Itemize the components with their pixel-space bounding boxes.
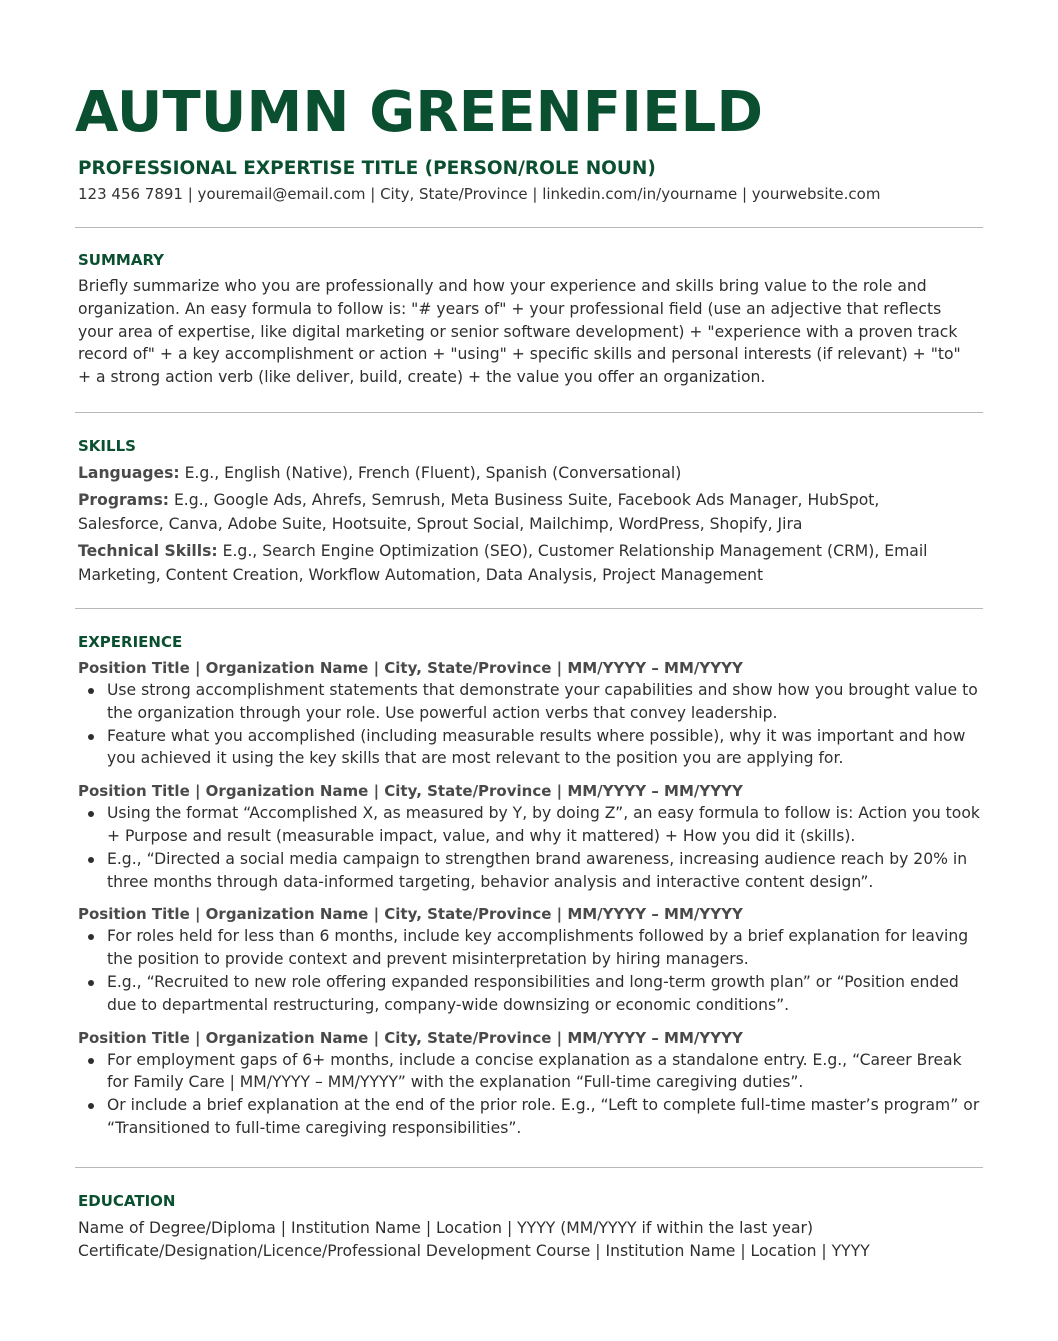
skill-line-programs bbox=[78, 488, 958, 536]
bullet-icon bbox=[88, 734, 94, 740]
section-heading-experience: EXPERIENCE bbox=[78, 633, 183, 651]
divider bbox=[75, 608, 983, 609]
skill-value: E.g., Google Ads, Ahrefs, Semrush, Meta Business Suite, Facebook Ads Manager, HubSpot, Salesforce, Canva, Adobe Suite, Hootsuite, Sprout Social, Mailchimp, WordPress, Shopify, Jira bbox=[78, 491, 880, 533]
bullet-item bbox=[78, 848, 983, 894]
skills-list bbox=[78, 461, 958, 587]
role-title: PROFESSIONAL EXPERTISE TITLE (PERSON/ROLE NOUN) bbox=[78, 158, 656, 179]
job-title-line: Position Title | Organization Name | City, State/Province | MM/YYYY – MM/YYYY bbox=[78, 1028, 743, 1047]
education-section bbox=[78, 1191, 978, 1263]
skill-value: E.g., English (Native), French (Fluent), Spanish (Conversational) bbox=[184, 464, 682, 482]
bullet-icon bbox=[88, 1058, 94, 1064]
section-heading-skills: SKILLS bbox=[78, 437, 136, 455]
bullet-text: Or include a brief explanation at the end of the prior role. E.g., “Left to complete full-time master’s program” or “Transitioned to full-time caregiving responsibilities”. bbox=[107, 1096, 980, 1137]
skills-section bbox=[78, 436, 978, 590]
bullet-item bbox=[78, 971, 983, 1017]
bullet-item bbox=[78, 925, 983, 971]
skill-line-languages bbox=[78, 461, 958, 485]
bullet-icon bbox=[88, 811, 94, 817]
skill-label: Programs: bbox=[78, 491, 169, 509]
bullet-text: E.g., “Recruited to new role offering expanded responsibilities and long-term growth plan” or “Position ended due to departmental restructuring, company-wide downsizing or economic conditions”. bbox=[107, 972, 959, 1014]
education-entry: Name of Degree/Diploma | Institution Name | Location | YYYY (MM/YYYY if within the last year) bbox=[78, 1219, 814, 1237]
candidate-name: AUTUMN GREENFIELD bbox=[75, 80, 764, 145]
bullet-text: For roles held for less than 6 months, include key accomplishments followed by a brief explanation for leaving the position to provide context and prevent misinterpretation by hiring managers. bbox=[107, 927, 969, 969]
section-heading-education: EDUCATION bbox=[78, 1192, 176, 1210]
experience-list bbox=[78, 657, 983, 1140]
bullet-item bbox=[78, 1049, 983, 1095]
job-bullets bbox=[78, 679, 983, 770]
divider bbox=[75, 1167, 983, 1168]
bullet-text: E.g., “Directed a social media campaign to strengthen brand awareness, increasing audience reach by 20% in three months through data-informed targeting, behavior analysis and interactive content design”. bbox=[107, 849, 968, 891]
bullet-text: Using the format “Accomplished X, as measured by Y, by doing Z”, an easy formula to follow is: Action you took + Purpose and result (measurable impact, value, and why it mattered) + How you did it (skills). bbox=[107, 804, 980, 845]
experience-section bbox=[78, 632, 983, 1150]
bullet-item bbox=[78, 679, 983, 725]
skill-label: Technical Skills: bbox=[78, 542, 218, 560]
divider bbox=[75, 412, 983, 413]
bullet-icon bbox=[88, 688, 94, 694]
summary-text: Briefly summarize who you are professionally and how your experience and skills bring value to the role and organization. An easy formula to follow is: "# years of" + your professional field (use an adjective that reflects your area of expertise, like digital marketing or senior software development) + "experience with a proven track record of" + a key accomplishment or action + "using" + specific skills and personal interests (if relevant) + "to" + a strong action verb (like deliver, build, create) + the value you offer an organization. bbox=[78, 277, 961, 387]
job-title-line: Position Title | Organization Name | City, State/Province | MM/YYYY – MM/YYYY bbox=[78, 782, 743, 801]
experience-entry bbox=[78, 903, 983, 1016]
skill-label: Languages: bbox=[78, 464, 180, 482]
education-list bbox=[78, 1217, 978, 1263]
bullet-icon bbox=[88, 980, 94, 986]
job-title-line: Position Title | Organization Name | City, State/Province | MM/YYYY – MM/YYYY bbox=[78, 905, 743, 924]
contact-line: 123 456 7891 | youremail@email.com | City, State/Province | linkedin.com/in/yourname | yourwebsite.com bbox=[78, 185, 881, 203]
bullet-icon bbox=[88, 934, 94, 940]
job-bullets bbox=[78, 1049, 983, 1140]
job-bullets bbox=[78, 802, 983, 893]
experience-entry bbox=[78, 657, 983, 770]
education-entry: Certificate/Designation/Licence/Professional Development Course | Institution Name | Location | YYYY bbox=[78, 1242, 870, 1260]
experience-entry bbox=[78, 780, 983, 893]
bullet-text: Feature what you accomplished (including measurable results where possible), why it was important and how you achieved it using the key skills that are most relevant to the position you are applying for. bbox=[107, 726, 966, 768]
experience-entry bbox=[78, 1027, 983, 1140]
bullet-text: Use strong accomplishment statements that demonstrate your capabilities and show how you brought value to the organization through your role. Use powerful action verbs that convey leadership. bbox=[107, 681, 978, 722]
divider bbox=[75, 227, 983, 228]
bullet-item bbox=[78, 725, 983, 771]
bullet-icon bbox=[88, 1103, 94, 1109]
bullet-icon bbox=[88, 857, 94, 863]
skill-value: E.g., Search Engine Optimization (SEO), Customer Relationship Management (CRM), Email Marketing, Content Creation, Workflow Automation, Data Analysis, Project Management bbox=[78, 542, 928, 584]
bullet-item bbox=[78, 802, 983, 848]
summary-section bbox=[78, 250, 978, 389]
bullet-text: For employment gaps of 6+ months, include a concise explanation as a standalone entry. E.g., “Career Break for Family Care | MM/YYYY – MM/YYYY” with the explanation “Full-time caregiving duties”. bbox=[107, 1050, 962, 1092]
job-bullets bbox=[78, 925, 983, 1016]
job-title-line: Position Title | Organization Name | City, State/Province | MM/YYYY – MM/YYYY bbox=[78, 659, 743, 677]
skill-line-technical bbox=[78, 539, 958, 587]
section-heading-summary: SUMMARY bbox=[78, 251, 165, 269]
bullet-item bbox=[78, 1094, 983, 1140]
